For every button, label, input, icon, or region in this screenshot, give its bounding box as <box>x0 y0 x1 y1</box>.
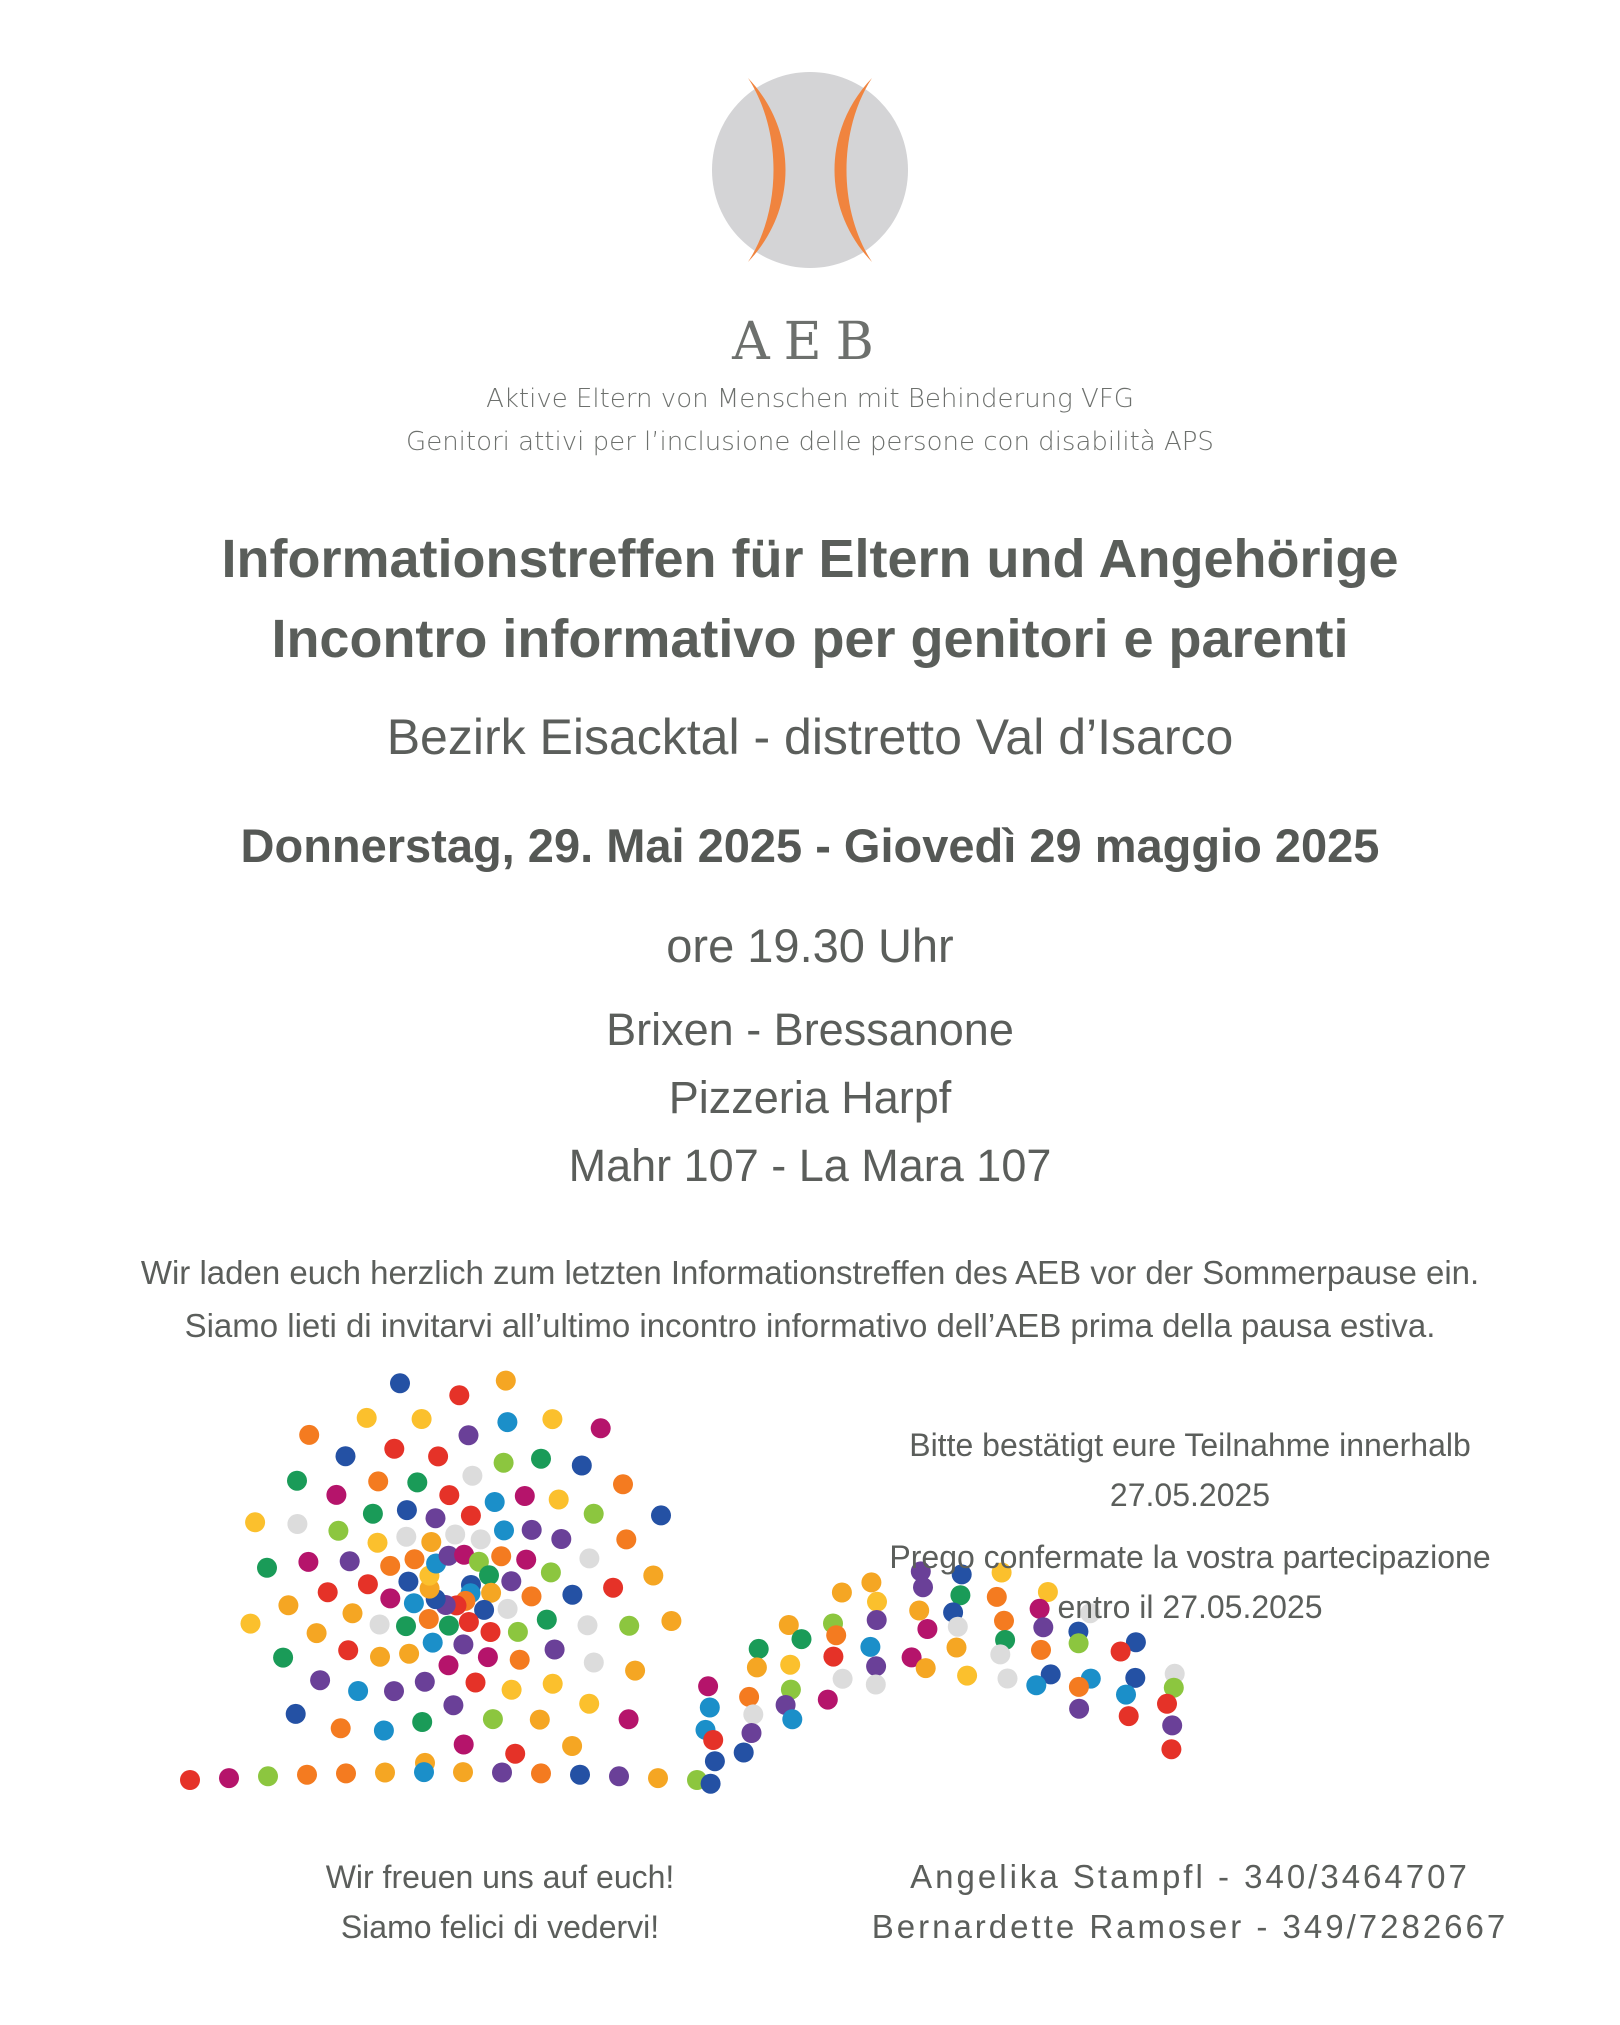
decorative-dot <box>494 1520 514 1540</box>
decorative-dot <box>1026 1675 1046 1695</box>
decorative-dot <box>661 1611 681 1631</box>
decorative-dot <box>481 1583 501 1603</box>
decorative-dot <box>1162 1715 1182 1735</box>
rsvp-german-date: 27.05.2025 <box>1109 1477 1271 1513</box>
decorative-dot <box>542 1409 562 1429</box>
decorative-dot <box>957 1666 977 1686</box>
decorative-dot <box>180 1770 200 1790</box>
decorative-dot <box>515 1486 535 1506</box>
decorative-dot <box>505 1744 525 1764</box>
decorative-dot <box>219 1768 239 1788</box>
decorative-dot <box>1031 1640 1051 1660</box>
decorative-dot <box>496 1371 516 1391</box>
decorative-dot <box>286 1704 306 1724</box>
decorative-dot <box>245 1512 265 1532</box>
decorative-dot <box>492 1763 512 1783</box>
decorative-dot <box>419 1609 439 1629</box>
decorative-dot <box>404 1593 424 1613</box>
decorative-dot <box>1069 1699 1089 1719</box>
decorative-dot <box>494 1453 514 1473</box>
decorative-dot <box>287 1514 307 1534</box>
invitation-italian: Siamo lieti di invitarvi all’ultimo incontro informativo dell’AEB prima della pausa estiva. <box>184 1307 1436 1344</box>
rsvp-italian <box>820 1532 1560 1632</box>
location-venue: Pizzeria Harpf <box>668 1072 952 1123</box>
district-line: Bezirk Eisacktal - distretto Val d’Isarco <box>386 709 1234 765</box>
org-name-german: Aktive Eltern von Menschen mit Behinderung VFG <box>486 384 1134 414</box>
decorative-dot <box>340 1551 360 1571</box>
decorative-dot <box>478 1647 498 1667</box>
decorative-dot <box>625 1661 645 1681</box>
decorative-dot <box>462 1466 482 1486</box>
decorative-dot <box>1161 1739 1181 1759</box>
decorative-dot <box>501 1571 521 1591</box>
decorative-dot <box>396 1527 416 1547</box>
decorative-dot <box>397 1500 417 1520</box>
decorative-dot <box>415 1672 435 1692</box>
decorative-dot <box>426 1508 446 1528</box>
decorative-dot <box>584 1504 604 1524</box>
decorative-dot <box>700 1698 720 1718</box>
contact-entry: Angelika Stampfl - 340/3464707 <box>910 1858 1470 1895</box>
decorative-dot <box>502 1680 522 1700</box>
decorative-dot <box>749 1639 769 1659</box>
decorative-dot <box>449 1385 469 1405</box>
decorative-dot <box>481 1622 501 1642</box>
decorative-dot <box>412 1712 432 1732</box>
decorative-dot <box>412 1409 432 1429</box>
decorative-dot <box>374 1721 394 1741</box>
decorative-dot <box>485 1492 505 1512</box>
decorative-dot <box>541 1562 561 1582</box>
decorative-dot <box>998 1669 1018 1689</box>
decorative-dot <box>298 1552 318 1572</box>
decorative-dot <box>338 1640 358 1660</box>
decorative-dot <box>258 1766 278 1786</box>
decorative-dot <box>358 1574 378 1594</box>
decorative-dot <box>866 1675 886 1695</box>
decorative-dot <box>522 1520 542 1540</box>
logo-circle <box>712 72 908 268</box>
decorative-dot <box>380 1556 400 1576</box>
decorative-dot <box>471 1529 491 1549</box>
decorative-dot <box>551 1529 571 1549</box>
decorative-dot <box>357 1408 377 1428</box>
decorative-dot <box>336 1446 356 1466</box>
location-city: Brixen - Bressanone <box>606 1004 1014 1055</box>
decorative-dot <box>491 1546 511 1566</box>
decorative-dot <box>579 1694 599 1714</box>
title-german: Informationstreffen für Eltern und Angehörige <box>221 529 1399 589</box>
decorative-dot <box>479 1565 499 1585</box>
decorative-dot <box>1116 1685 1136 1705</box>
decorative-dot <box>497 1412 517 1432</box>
decorative-dot <box>399 1644 419 1664</box>
decorative-dot <box>348 1681 368 1701</box>
decorative-dot <box>703 1730 723 1750</box>
decorative-dot <box>368 1533 388 1553</box>
decorative-dot <box>439 1485 459 1505</box>
rsvp-italian-date: entro il 27.05.2025 <box>1057 1589 1323 1625</box>
decorative-dot <box>530 1710 550 1730</box>
decorative-dot <box>428 1446 448 1466</box>
decorative-dot <box>1119 1706 1139 1726</box>
decorative-dot <box>1157 1694 1177 1714</box>
decorative-dot <box>782 1709 802 1729</box>
decorative-dot <box>421 1532 441 1552</box>
decorative-dot <box>578 1615 598 1635</box>
decorative-dot <box>299 1425 319 1445</box>
decorative-dot <box>307 1623 327 1643</box>
decorative-dot <box>287 1471 307 1491</box>
decorative-dot <box>336 1763 356 1783</box>
decorative-dot <box>747 1657 767 1677</box>
decorative-dot <box>522 1586 542 1606</box>
decorative-dot <box>257 1558 277 1578</box>
decorative-dot <box>651 1505 671 1525</box>
decorative-dot <box>273 1648 293 1668</box>
decorative-dot <box>343 1603 363 1623</box>
decorative-dot <box>461 1506 481 1526</box>
decorative-dot <box>380 1588 400 1608</box>
decorative-dot <box>328 1521 348 1541</box>
closing-greeting <box>250 1852 750 1952</box>
contact-entry: Bernardette Ramoser - 349/7282667 <box>871 1908 1509 1945</box>
decorative-dot <box>297 1765 317 1785</box>
decorative-dot <box>439 1655 459 1675</box>
decorative-dot <box>570 1765 590 1785</box>
decorative-dot <box>454 1735 474 1755</box>
decorative-dot <box>459 1425 479 1445</box>
contact-list <box>830 1852 1550 1952</box>
decorative-dot <box>531 1449 551 1469</box>
decorative-dot <box>916 1658 936 1678</box>
decorative-dot <box>990 1644 1010 1664</box>
decorative-dot <box>370 1615 390 1635</box>
invitation-german: Wir laden euch herzlich zum letzten Informationstreffen des AEB vor der Sommerpause ein. <box>140 1254 1480 1291</box>
decorative-dot <box>609 1766 629 1786</box>
decorative-dot <box>603 1578 623 1598</box>
rsvp-italian-line1: Prego confermate la vostra partecipazione <box>889 1539 1491 1575</box>
decorative-dot <box>579 1548 599 1568</box>
decorative-dot <box>498 1599 518 1619</box>
event-date: Donnerstag, 29. Mai 2025 - Giovedì 29 maggio 2025 <box>240 819 1380 872</box>
decorative-dot <box>510 1650 530 1670</box>
decorative-dot <box>818 1690 838 1710</box>
decorative-dot <box>508 1622 528 1642</box>
decorative-dot <box>414 1762 434 1782</box>
decorative-dot <box>792 1629 812 1649</box>
decorative-dot <box>318 1582 338 1602</box>
logo-acronym: AEB <box>732 312 888 372</box>
decorative-dot <box>439 1616 459 1636</box>
decorative-dot <box>331 1718 351 1738</box>
decorative-dot <box>616 1529 636 1549</box>
decorative-dot <box>701 1774 721 1794</box>
decorative-dot <box>407 1472 427 1492</box>
decorative-dot <box>742 1723 762 1743</box>
decorative-dot <box>453 1762 473 1782</box>
decorative-dot <box>643 1566 663 1586</box>
decorative-dot <box>453 1634 473 1654</box>
decorative-dot <box>866 1656 886 1676</box>
decorative-dot <box>384 1439 404 1459</box>
decorative-dot <box>443 1695 463 1715</box>
decorative-dot <box>705 1751 725 1771</box>
decorative-dot <box>619 1616 639 1636</box>
decorative-dot <box>310 1670 330 1690</box>
decorative-dot <box>619 1709 639 1729</box>
decorative-dot <box>734 1743 754 1763</box>
decorative-dot <box>445 1525 465 1545</box>
decorative-dot <box>459 1612 479 1632</box>
decorative-dot <box>947 1638 967 1658</box>
rsvp-german-line1: Bitte bestätigt eure Teilnahme innerhalb <box>909 1427 1471 1463</box>
org-name-italian: Genitori attivi per l’inclusione delle persone con disabilità APS <box>406 427 1214 457</box>
decorative-dot <box>780 1655 800 1675</box>
decorative-dot <box>591 1418 611 1438</box>
closing-italian: Siamo felici di vedervi! <box>340 1909 660 1945</box>
decorative-dot <box>823 1647 843 1667</box>
decorative-dot <box>1069 1677 1089 1697</box>
aeb-logo-emblem <box>710 70 920 280</box>
decorative-dot <box>648 1768 668 1788</box>
decorative-dot <box>549 1490 569 1510</box>
location-address: Mahr 107 - La Mara 107 <box>568 1140 1052 1191</box>
event-time: ore 19.30 Uhr <box>666 919 954 972</box>
decorative-dot <box>396 1616 416 1636</box>
decorative-dot <box>743 1704 763 1724</box>
decorative-dot <box>390 1373 410 1393</box>
rsvp-german <box>820 1420 1560 1520</box>
decorative-dot <box>370 1647 390 1667</box>
decorative-dot <box>398 1572 418 1592</box>
decorative-dot <box>326 1485 346 1505</box>
decorative-dot <box>384 1681 404 1701</box>
closing-german: Wir freuen uns auf euch! <box>325 1859 675 1895</box>
decorative-dot <box>375 1763 395 1783</box>
decorative-dot <box>572 1456 592 1476</box>
decorative-dot <box>537 1610 557 1630</box>
decorative-dot <box>562 1736 582 1756</box>
decorative-dot <box>613 1474 633 1494</box>
decorative-dot <box>543 1674 563 1694</box>
decorative-dot <box>860 1637 880 1657</box>
decorative-dot <box>584 1653 604 1673</box>
decorative-dot <box>739 1687 759 1707</box>
title-italian: Incontro informativo per genitori e parenti <box>271 609 1349 669</box>
decorative-dot <box>516 1550 536 1570</box>
decorative-dot <box>241 1614 261 1634</box>
decorative-dot <box>698 1676 718 1696</box>
decorative-dot <box>405 1549 425 1569</box>
decorative-dot <box>545 1640 565 1660</box>
decorative-dot <box>466 1673 486 1693</box>
decorative-dot <box>278 1595 298 1615</box>
decorative-dot <box>368 1471 388 1491</box>
decorative-dot <box>1069 1633 1089 1653</box>
decorative-dot <box>363 1504 383 1524</box>
decorative-dot <box>531 1763 551 1783</box>
decorative-dot <box>423 1633 443 1653</box>
decorative-dot <box>562 1585 582 1605</box>
decorative-dot <box>833 1669 853 1689</box>
decorative-dot <box>483 1709 503 1729</box>
decorative-dot <box>1111 1642 1131 1662</box>
